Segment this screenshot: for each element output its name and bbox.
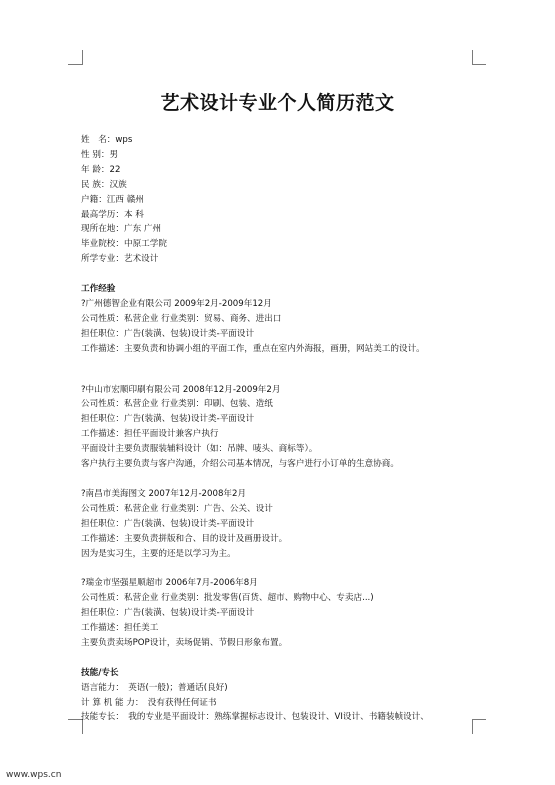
location-line: 现所在地：广东 广州 xyxy=(81,224,162,235)
job-detail-line: 工作描述：担任美工 xyxy=(81,623,159,634)
job-company-line: ?中山市宏顺印刷有限公司 2008年12月-2009年2月 xyxy=(81,384,281,395)
job-detail-line: 担任职位：广告(装潢、包装)设计类-平面设计 xyxy=(81,414,255,425)
job-detail-line: 工作描述：担任平面设计兼客户执行 xyxy=(81,429,219,440)
job-detail-line: 公司性质：私营企业 行业类别：印刷、包装、造纸 xyxy=(81,399,273,410)
job-detail-line: 工作描述：主要负责和协调小组的平面工作，重点在室内外海报，画册，网站美工的设计。 xyxy=(81,343,425,354)
job-detail-line: 平面设计主要负责服装辅料设计（如：吊牌、唛头、商标等）。 xyxy=(81,444,318,455)
crop-mark-top-right-h xyxy=(472,64,486,65)
job-detail-line: 客户执行主要负责与客户沟通，介绍公司基本情况，与客户进行小订单的生意协商。 xyxy=(81,459,399,470)
job-company-line: ?南昌市美海图文 2007年12月-2008年2月 xyxy=(81,488,247,499)
job-detail-line: 主要负责卖场POP设计，卖场促销、节假日形象布置。 xyxy=(81,637,288,648)
job-company-line: ?瑞金市坚强星顺超市 2006年7月-2006年8月 xyxy=(81,578,258,589)
job-detail-line: 公司性质：私营企业 行业类别：广告、公关、设计 xyxy=(81,503,273,514)
ethnicity-line: 民 族：汉族 xyxy=(81,179,127,190)
skill-line: 计 算 机 能 力： 没有获得任何证书 xyxy=(81,697,217,708)
watermark-url: www.wps.cn xyxy=(6,770,62,780)
job-company-line: ?广州德智企业有限公司 2009年2月-2009年12月 xyxy=(81,298,272,309)
name-line: 姓 名：wps xyxy=(81,135,133,145)
job-detail-line: 担任职位：广告(装潢、包装)设计类-平面设计 xyxy=(81,328,255,339)
job-detail-line: 公司性质：私营企业 行业类别：贸易、商务、进出口 xyxy=(81,313,282,324)
major-line: 所学专业：艺术设计 xyxy=(81,254,159,265)
education-line: 最高学历：本 科 xyxy=(81,209,144,220)
job-entry xyxy=(81,576,501,651)
crop-mark-top-left-h xyxy=(68,64,82,65)
job-entry xyxy=(81,487,501,562)
hukou-line: 户籍：江西 赣州 xyxy=(81,194,144,205)
resume-body xyxy=(81,133,501,725)
skills-heading: 技能/专长 xyxy=(81,667,119,678)
document-title: 艺术设计专业个人简历范文 xyxy=(160,92,395,114)
basic-info xyxy=(81,133,501,267)
crop-mark-bottom-left-h xyxy=(68,719,82,720)
school-line: 毕业院校：中原工学院 xyxy=(81,239,167,250)
job-detail-line: 公司性质：私营企业 行业类别：批发零售(百货、超市、购物中心、专卖店...) xyxy=(81,593,374,604)
job-detail-line: 因为是实习生，主要的还是以学习为主。 xyxy=(81,548,236,559)
crop-mark-top-right-v xyxy=(472,50,473,65)
crop-mark-top-left-v xyxy=(82,50,83,65)
job-entry xyxy=(81,383,501,472)
skill-line: 技能专长： 我的专业是平面设计：熟练掌握标志设计、包装设计、VI设计、书籍装帧设计、 xyxy=(81,712,429,723)
job-detail-line: 工作描述：主要负责拼版和合、目的设计及画册设计。 xyxy=(81,533,288,544)
age-line: 年 龄：22 xyxy=(81,164,121,175)
job-detail-line: 担任职位：广告(装潢、包装)设计类-平面设计 xyxy=(81,608,255,619)
work-experience-heading: 工作经验 xyxy=(81,284,116,295)
gender-line: 性 别：男 xyxy=(81,149,119,160)
skill-line: 语言能力： 英语(一般)；普通话(良好) xyxy=(81,682,228,693)
job-detail-line: 担任职位：广告(装潢、包装)设计类-平面设计 xyxy=(81,518,255,529)
job-entry xyxy=(81,297,501,357)
